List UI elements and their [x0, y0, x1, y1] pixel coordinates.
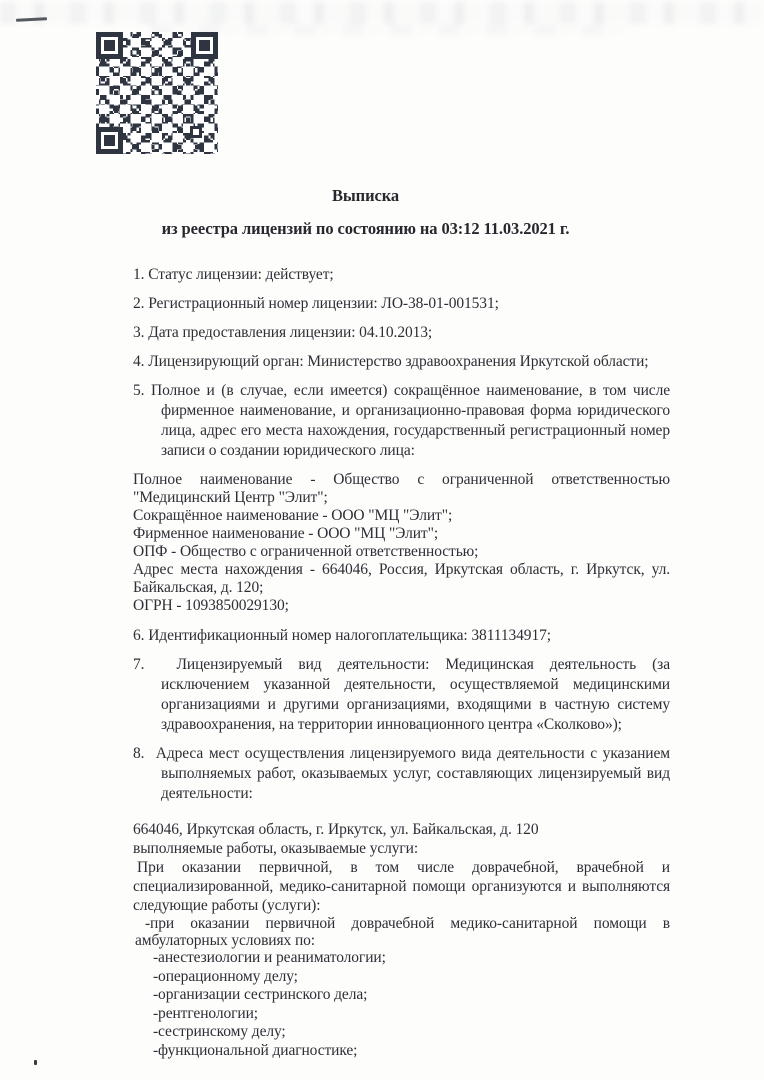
services-sub-intro: -при оказании первичной доврачебной медико-санитарной помощи в амбулаторных условиях по: — [135, 915, 670, 949]
org-brand-name: Фирменное наименование - ООО "МЦ "Элит"; — [133, 525, 439, 542]
item-number: 6. — [133, 627, 145, 644]
item-number: 7. — [133, 656, 145, 673]
services-intro: При оказании первичной, в том числе доврачебной, врачебной и специализированной, медико-санитарной помощи организуются и выполняются следующие работы (услуги): — [133, 859, 670, 914]
list-item-status — [133, 265, 670, 285]
ink-speck — [34, 1060, 37, 1065]
numbered-list — [133, 265, 670, 804]
scan-smudge-band — [0, 2, 764, 24]
list-item-reg-number — [133, 294, 670, 314]
item-text: Регистрационный номер лицензии: ЛО-38-01-001531; — [148, 295, 499, 312]
item-number: 3. — [133, 324, 145, 341]
works-label: выполняемые работы, оказываемые услуги: — [133, 840, 419, 857]
org-full-name: Полное наименование - Общество с ограниченной ответственностью "Медицинский Центр "Элит"; — [133, 471, 670, 506]
service-item-operating: -операционному делу; — [153, 967, 298, 985]
qr-alignment-square — [190, 126, 202, 138]
item-text: Лицензирующий орган: Министерство здравоохранения Иркутской области; — [148, 353, 649, 370]
document-title: Выписка — [331, 186, 400, 205]
qr-code-icon — [96, 32, 218, 154]
item-number: 4. — [133, 353, 145, 370]
item-text: Идентификационный номер налогоплательщика: 3811134917; — [148, 627, 551, 644]
qr-finder-top-left — [96, 32, 123, 59]
item-number: 8. — [133, 745, 145, 762]
service-item-functional-diagnostics: -функциональной диагностике; — [153, 1041, 358, 1059]
org-address: Адрес места нахождения - 664046, Россия, Иркутская область, г. Иркутск, ул. Байкальская, д. 120; — [133, 561, 670, 596]
service-item-anesthesiology: -анестезиологии и реаниматологии; — [153, 949, 386, 966]
item-text: Лицензируемый вид деятельности: Медицинская деятельность (за исключением указанной деятельности, осуществляемой медицинскими организациями и другими организациями, входящими в частную систему здравоохранения, на территории инновационного центра «Сколково»); — [161, 656, 670, 733]
document-subtitle: из реестра лицензий по состоянию на 03:12 11.03.2021 г. — [161, 219, 570, 238]
list-item-inn — [133, 626, 670, 646]
activity-address: 664046, Иркутская область, г. Иркутск, ул. Байкальская, д. 120 — [133, 821, 539, 838]
org-ogrn: ОГРН - 1093850029130; — [133, 597, 289, 614]
scan-smudge-band-2 — [150, 24, 630, 36]
service-item-nursing-org: -организации сестринского дела; — [153, 986, 368, 1003]
service-item-nursing: -сестринскому делу; — [153, 1023, 286, 1040]
list-item-licensing-authority — [133, 352, 670, 372]
item-text: Полное и (в случае, если имеется) сокращённое наименование, в том числе фирменное наименование, и организационно-правовая форма юридического лица, адрес его места нахождения, государственный регистрационный номер записи о создании юридического лица: — [151, 382, 670, 459]
item-number: 5. — [133, 382, 145, 399]
qr-finder-top-right — [191, 32, 218, 59]
list-item-grant-date — [133, 323, 670, 343]
list-item-activity-addresses — [133, 744, 670, 804]
services-block — [133, 820, 670, 1060]
list-item-org-names-heading — [133, 381, 670, 461]
item-text: Адреса мест осуществления лицензируемого вида деятельности с указанием выполняемых работ, оказываемых услуг, составляющих лицензируемый вид деятельности: — [155, 745, 670, 802]
item-text: Дата предоставления лицензии: 04.10.2013; — [148, 324, 433, 341]
document-body — [133, 186, 670, 1060]
item-number: 1. — [133, 266, 145, 283]
service-item-radiology: -рентгенологии; — [153, 1004, 258, 1022]
org-legal-form: ОПФ - Общество с ограниченной ответственностью; — [133, 543, 479, 560]
item-number: 2. — [133, 295, 145, 312]
qr-finder-bottom-left — [96, 127, 123, 154]
org-details-block — [133, 471, 670, 615]
org-short-name: Сокращённое наименование - ООО "МЦ "Элит"; — [133, 507, 453, 524]
list-item-licensed-activity — [133, 655, 670, 735]
item-text: Статус лицензии: действует; — [148, 266, 334, 283]
